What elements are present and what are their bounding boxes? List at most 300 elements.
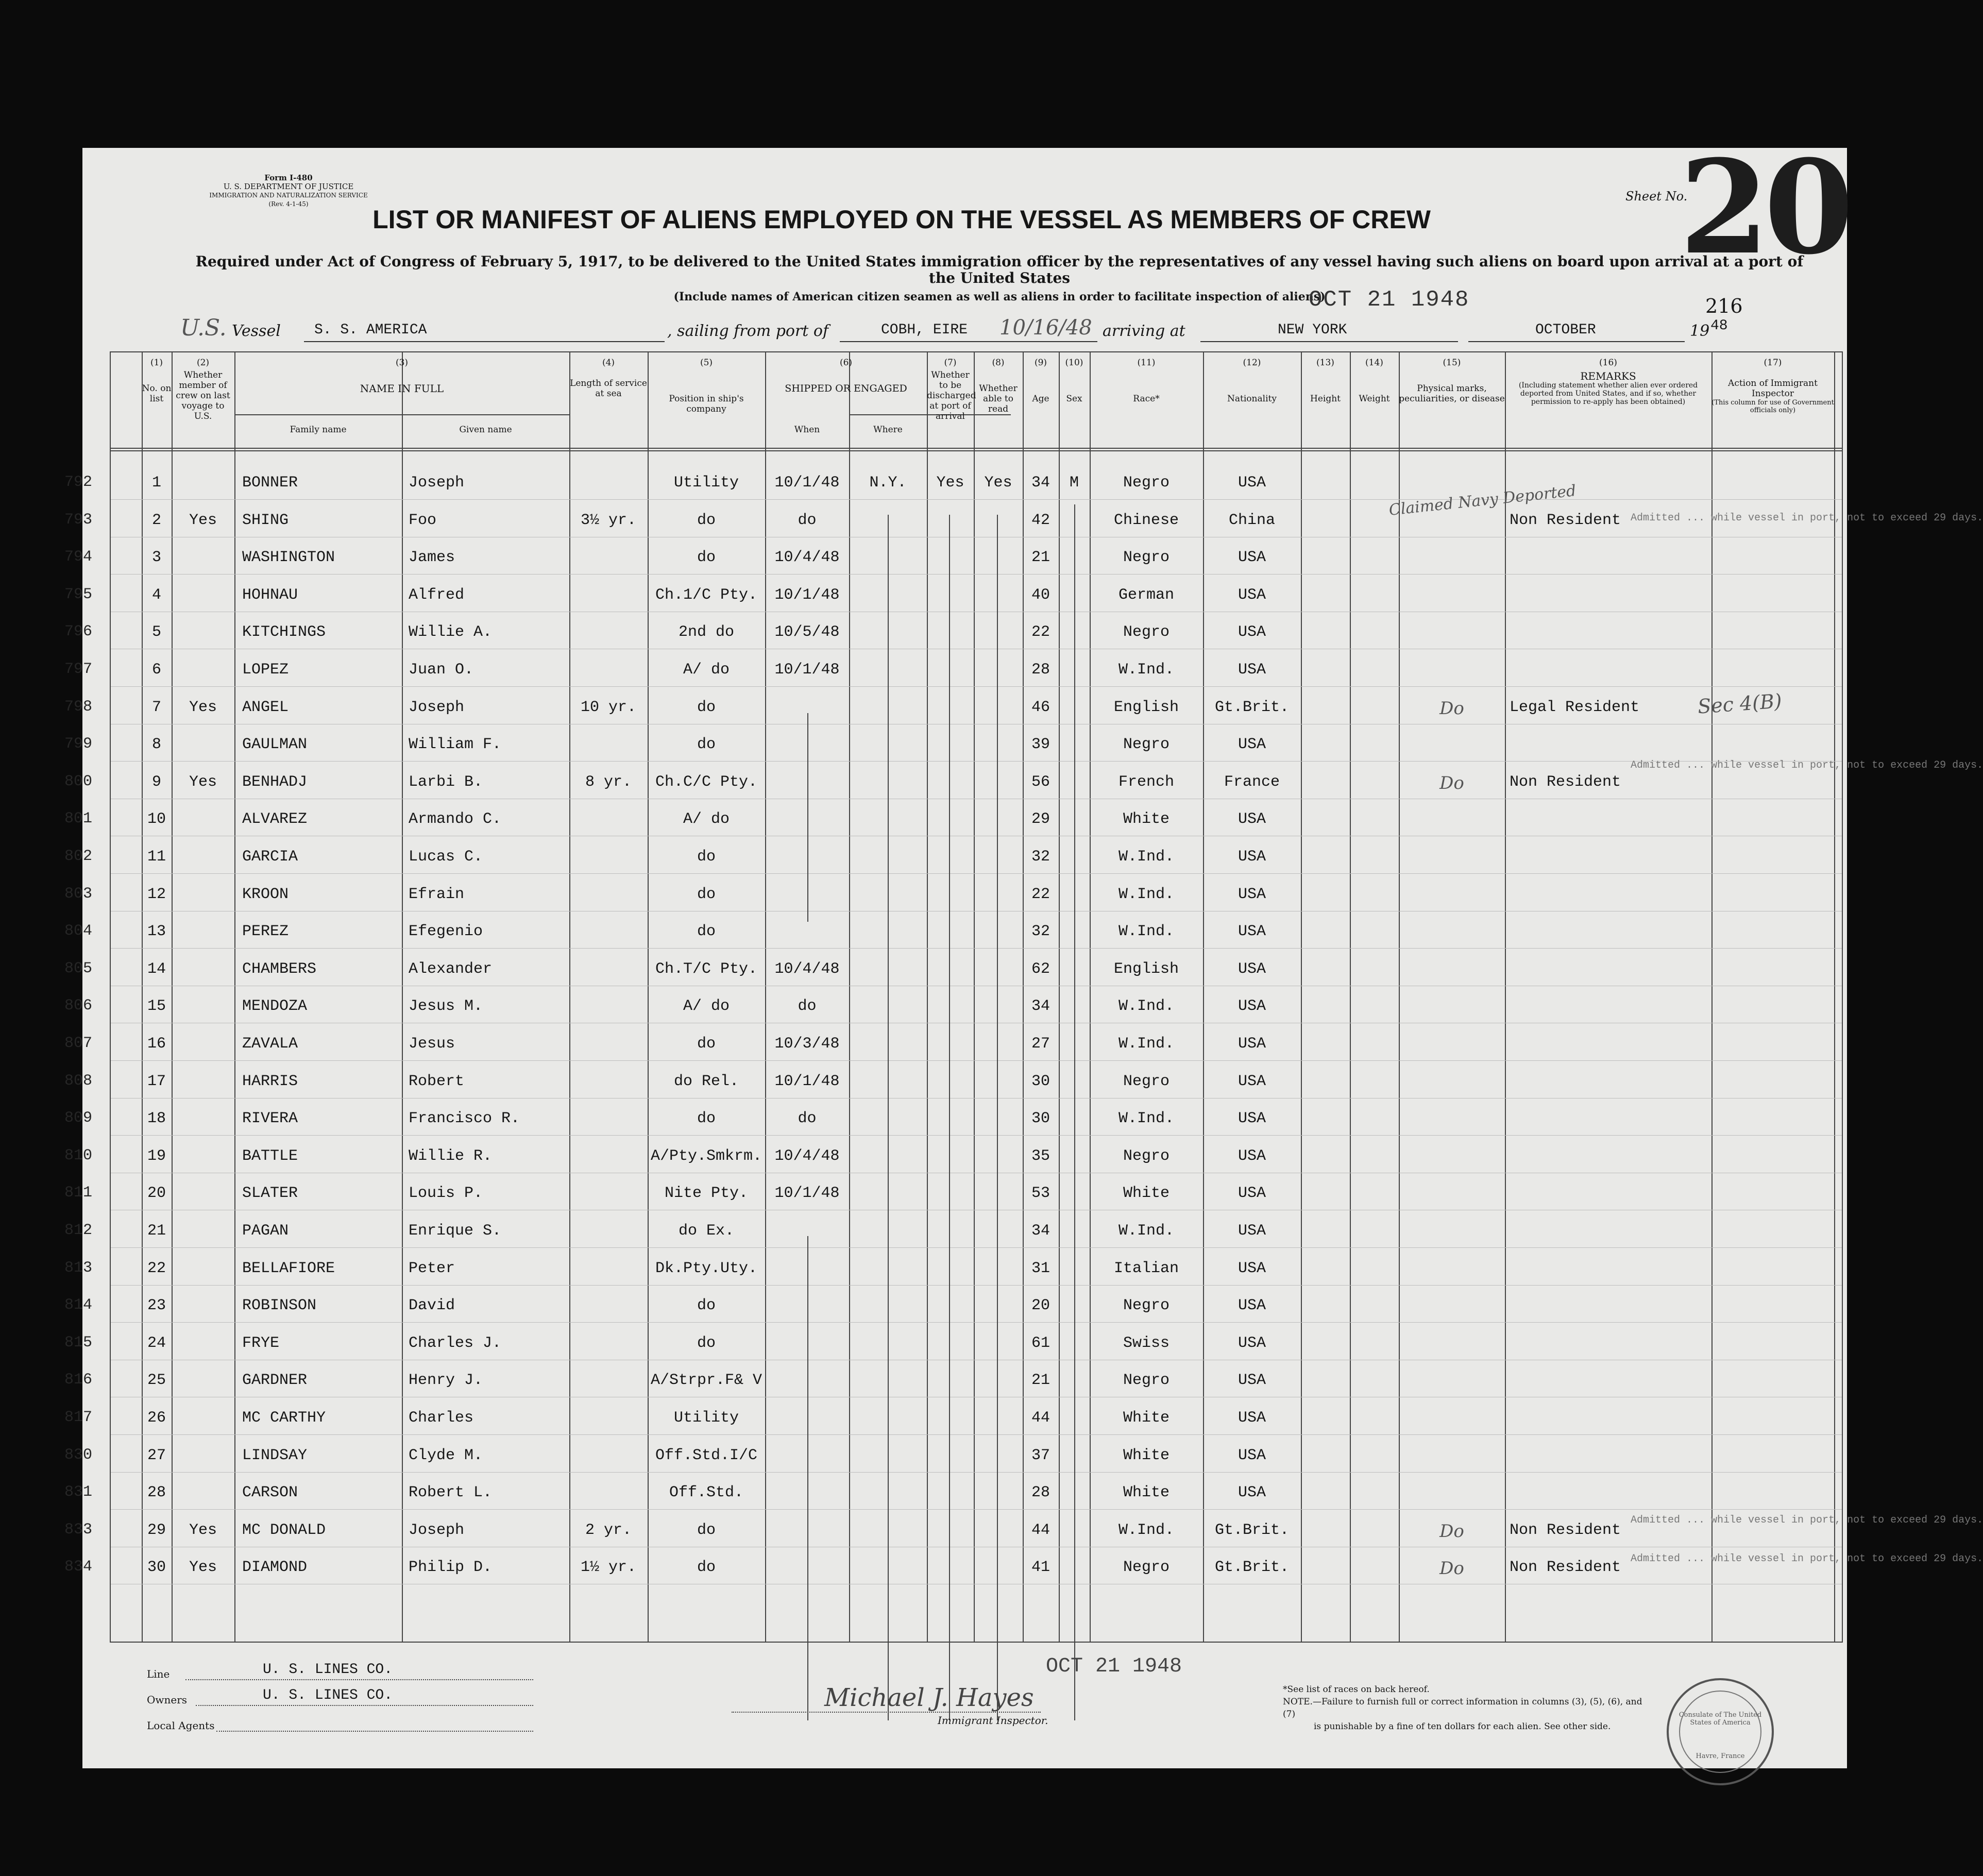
cell-race: White [1123, 1484, 1170, 1502]
cell-race: Negro [1123, 1372, 1170, 1390]
col10-label: Sex [1066, 394, 1082, 404]
cell-row-number: 8 [151, 736, 161, 754]
col2-number: (2) [196, 358, 210, 368]
col4-label: Length of service at sea [570, 378, 647, 399]
column-divider [1505, 352, 1506, 1642]
header-col2 [172, 358, 234, 421]
margin-number: 801 [64, 810, 93, 828]
cell-shipped-when: 10/1/48 [774, 1072, 840, 1090]
cell-family-name: PEREZ [242, 923, 289, 941]
col1-label: No. on list [142, 383, 172, 404]
cell-position: do [697, 698, 716, 716]
cell-shipped-when: 10/1/48 [774, 1185, 840, 1203]
col16-sublabel: (Including statement whether alien ever ordered deported from United States, and if so, whether permission to re-apply has been obtained) [1518, 381, 1698, 406]
cell-nationality: USA [1238, 998, 1266, 1016]
cell-family-name: GARCIA [242, 848, 298, 866]
races-note: *See list of races on back hereof. [1283, 1684, 1430, 1695]
cell-nationality: USA [1238, 810, 1266, 829]
ditto-mark [1074, 504, 1075, 1720]
cell-nationality: USA [1238, 1409, 1266, 1427]
cell-position: do [697, 1521, 716, 1539]
form-identifier [144, 174, 433, 209]
cell-shipped-when: 10/4/48 [774, 549, 840, 567]
seal-inner-ring [1679, 1691, 1761, 1773]
cell-position: do [697, 848, 716, 866]
col8-number: (8) [992, 358, 1005, 368]
penalty-note: NOTE.—Failure to furnish full or correct information in columns (3), (5), (6), and (7) [1283, 1697, 1642, 1719]
cell-family-name: PAGAN [242, 1222, 289, 1240]
cell-remarks: Non Resident [1510, 773, 1621, 791]
cell-nationality: USA [1238, 1072, 1266, 1090]
margin-number: 813 [64, 1259, 93, 1277]
margin-number: 792 [64, 474, 93, 491]
cell-race: W.Ind. [1118, 661, 1175, 679]
cell-age: 21 [1031, 1372, 1050, 1390]
cell-position: Off.Std. [669, 1484, 744, 1502]
cell-age: 29 [1031, 810, 1050, 829]
cell-nationality: USA [1238, 1110, 1266, 1128]
cell-remarks: Legal Resident [1510, 698, 1640, 716]
port-underline [840, 341, 1097, 342]
vessel-line [180, 315, 1747, 344]
cell-shipped-when: do [798, 1110, 817, 1128]
cell-given-name: Juan O. [409, 661, 474, 679]
cell-discharged: Yes [936, 474, 964, 492]
margin-number: 808 [64, 1072, 93, 1090]
document-title: LIST OR MANIFEST OF ALIENS EMPLOYED ON THE VESSEL AS MEMBERS OF CREW [372, 205, 1431, 234]
cell-age: 61 [1031, 1334, 1050, 1352]
column-divider [1059, 352, 1060, 1642]
cell-age: 30 [1031, 1110, 1050, 1128]
cell-shipped-when: 10/1/48 [774, 586, 840, 604]
cell-given-name: Charles [409, 1409, 474, 1427]
cell-remarks: Non Resident [1510, 1521, 1621, 1539]
cell-family-name: BONNER [242, 474, 298, 492]
cell-shipped-when: 10/1/48 [774, 661, 840, 679]
cell-given-name: Efegenio [409, 923, 483, 941]
cell-family-name: LOPEZ [242, 661, 289, 679]
cell-age: 42 [1031, 511, 1050, 529]
cell-given-name: Alfred [409, 586, 465, 604]
cell-position: 2nd do [678, 623, 735, 641]
column-divider [234, 352, 235, 1642]
cell-given-name: Larbi B. [409, 773, 483, 791]
cell-given-name: Willie A. [409, 623, 493, 641]
cell-age: 62 [1031, 960, 1050, 978]
manifest-footer [82, 1652, 1847, 1755]
cell-given-name: Efrain [409, 885, 465, 903]
cell-last-voyage: Yes [189, 698, 217, 716]
row-separator [111, 1247, 1842, 1248]
cell-nationality: USA [1238, 960, 1266, 978]
cell-family-name: RIVERA [242, 1110, 298, 1128]
cell-race: German [1118, 586, 1175, 604]
document-subtitle: Required under Act of Congress of February 5, 1917, to be delivered to the United States immigration officer by the representatives of any vessel having such aliens on board upon arrival at a port of the United States [195, 253, 1804, 286]
header-col16 [1505, 358, 1711, 406]
cell-position: A/Strpr.F& V [650, 1372, 762, 1390]
cell-family-name: ROBINSON [242, 1297, 317, 1315]
col6-label: SHIPPED OR ENGAGED [785, 383, 907, 394]
cell-given-name: Joseph [409, 698, 465, 716]
cell-nationality: USA [1238, 885, 1266, 903]
cell-race: Negro [1123, 1559, 1170, 1577]
col8-label: Whether able to read [979, 383, 1018, 414]
col17-number: (17) [1764, 358, 1782, 368]
col14-number: (14) [1365, 358, 1383, 368]
cell-row-number: 22 [147, 1259, 166, 1277]
form-number: Form I-480 [264, 173, 313, 182]
cell-family-name: KROON [242, 885, 289, 903]
penalty-note-cont: is punishable by a fine of ten dollars for each alien. See other side. [1314, 1721, 1611, 1732]
col9-number: (9) [1034, 358, 1047, 368]
cell-race: Negro [1123, 474, 1170, 492]
col12-number: (12) [1243, 358, 1261, 368]
vessel-prefix-mark: U.S. [180, 315, 227, 341]
cell-nationality: France [1224, 773, 1280, 791]
cell-given-name: David [409, 1297, 455, 1315]
cell-row-number: 19 [147, 1147, 166, 1165]
cell-nationality: USA [1238, 736, 1266, 754]
col13-number: (13) [1316, 358, 1334, 368]
cell-given-name: Jesus M. [409, 998, 483, 1016]
line-value: U. S. LINES CO. [263, 1662, 393, 1678]
owners-label: Owners [147, 1694, 188, 1706]
cell-age: 34 [1031, 474, 1050, 492]
cell-race: Chinese [1113, 511, 1179, 529]
header-col4 [569, 358, 648, 399]
cell-given-name: Henry J. [409, 1372, 483, 1390]
margin-number: 803 [64, 885, 93, 903]
cell-nationality: USA [1238, 1334, 1266, 1352]
when-header: When [794, 425, 820, 435]
cell-family-name: ANGEL [242, 698, 289, 716]
header-col11 [1090, 358, 1203, 404]
seal-text: Consulate of The United States of America [1679, 1711, 1762, 1727]
cell-family-name: CARSON [242, 1484, 298, 1502]
cell-nationality: USA [1238, 661, 1266, 679]
cell-nationality: China [1228, 511, 1275, 529]
margin-number: 809 [64, 1109, 93, 1127]
cell-family-name: ZAVALA [242, 1035, 298, 1053]
cell-age: 56 [1031, 773, 1050, 791]
cell-position: do Rel. [673, 1072, 739, 1090]
cell-age: 27 [1031, 1035, 1050, 1053]
cell-row-number: 18 [147, 1110, 166, 1128]
cell-race: White [1123, 1409, 1170, 1427]
owners-value: U. S. LINES CO. [263, 1687, 393, 1703]
cell-given-name: Philip D. [409, 1559, 493, 1577]
col17-label: Action of Immigrant Inspector [1728, 378, 1818, 399]
col15-number: (15) [1443, 358, 1461, 368]
header-col15 [1399, 358, 1505, 404]
cell-family-name: SLATER [242, 1185, 298, 1203]
cell-age: 41 [1031, 1559, 1050, 1577]
margin-number: 797 [64, 661, 93, 678]
cell-given-name: Jesus [409, 1035, 455, 1053]
header-col1 [142, 358, 172, 404]
header-col3 [234, 358, 569, 394]
cell-service-length: 8 yr. [585, 773, 632, 791]
cell-race: White [1123, 1185, 1170, 1203]
faint-typed-note: Admitted ... while vessel in port, not to exceed 29 days. [1631, 1514, 1983, 1526]
col7-label: Whether to be discharged at port of arrival [927, 370, 976, 421]
cell-race: W.Ind. [1118, 923, 1175, 941]
cell-family-name: CHAMBERS [242, 960, 317, 978]
cell-row-number: 13 [147, 923, 166, 941]
cell-family-name: FRYE [242, 1334, 280, 1352]
cell-shipped-when: 10/4/48 [774, 1147, 840, 1165]
vessel-name: S. S. AMERICA [314, 322, 427, 338]
header-col14 [1350, 358, 1399, 404]
margin-number: 800 [64, 772, 93, 790]
margin-number: 795 [64, 585, 93, 603]
row-separator [111, 1285, 1842, 1286]
cell-position: Utility [673, 474, 739, 492]
cell-row-number: 27 [147, 1446, 166, 1464]
cell-able-to-read: Yes [984, 474, 1012, 492]
column-divider [1711, 352, 1713, 1642]
cell-last-voyage: Yes [189, 773, 217, 791]
cell-service-length: 10 yr. [580, 698, 637, 716]
cell-row-number: 10 [147, 810, 166, 829]
cell-family-name: WASHINGTON [242, 549, 335, 567]
inspector-label: Immigrant Inspector. [938, 1714, 1048, 1727]
column-divider [1350, 352, 1351, 1642]
month-underline [1468, 341, 1685, 342]
family-name-header: Family name [290, 425, 347, 435]
cell-nationality: USA [1238, 586, 1266, 604]
sheet-label: Sheet No. [1625, 189, 1688, 204]
cell-service-length: 2 yr. [585, 1521, 632, 1539]
date-stamp: OCT 21 1948 [1309, 287, 1470, 313]
cell-row-number: 14 [147, 960, 166, 978]
column-divider [1301, 352, 1302, 1642]
cell-given-name: Louis P. [409, 1185, 483, 1203]
cell-age: 31 [1031, 1259, 1050, 1277]
cell-race: W.Ind. [1118, 1110, 1175, 1128]
cell-row-number: 11 [147, 848, 166, 866]
cell-race: W.Ind. [1118, 885, 1175, 903]
cell-nationality: USA [1238, 1446, 1266, 1464]
cell-position: do [697, 1559, 716, 1577]
cell-row-number: 24 [147, 1334, 166, 1352]
col10-number: (10) [1065, 358, 1083, 368]
cell-given-name: Robert L. [409, 1484, 493, 1502]
handwritten-action: Sec 4(B) [1697, 689, 1783, 718]
row-separator [111, 1472, 1842, 1473]
cell-nationality: Gt.Brit. [1214, 1559, 1290, 1577]
col7-number: (7) [944, 358, 957, 368]
cell-position: Utility [673, 1409, 739, 1427]
margin-number: 805 [64, 959, 93, 977]
cell-nationality: USA [1238, 848, 1266, 866]
cell-position: do [697, 885, 716, 903]
cell-nationality: USA [1238, 1259, 1266, 1277]
cell-given-name: James [409, 549, 455, 567]
cell-nationality: USA [1238, 923, 1266, 941]
header-divider [111, 450, 1842, 451]
faint-typed-note: Admitted ... while vessel in port, not to exceed 29 days. [1631, 512, 1983, 524]
cell-position: A/ do [683, 661, 730, 679]
cell-shipped-when: 10/5/48 [774, 623, 840, 641]
cell-shipped-when: 10/3/48 [774, 1035, 840, 1053]
cell-row-number: 26 [147, 1409, 166, 1427]
cell-position: do [697, 1035, 716, 1053]
cell-family-name: GAULMAN [242, 736, 308, 754]
cell-position: do [697, 549, 716, 567]
cell-given-name: Robert [409, 1072, 465, 1090]
cell-nationality: USA [1238, 1372, 1266, 1390]
cell-service-length: 3½ yr. [580, 511, 637, 529]
cell-position: do [697, 1297, 716, 1315]
cell-race: Negro [1123, 736, 1170, 754]
cell-nationality: USA [1238, 1222, 1266, 1240]
margin-number: 816 [64, 1371, 93, 1389]
cell-row-number: 20 [147, 1185, 166, 1203]
cell-row-number: 3 [151, 549, 161, 567]
cell-nationality: USA [1238, 1035, 1266, 1053]
cell-service-length: 1½ yr. [580, 1559, 637, 1577]
cell-given-name: Foo [409, 511, 437, 529]
margin-number: 796 [64, 623, 93, 641]
row-separator [111, 1322, 1842, 1323]
cell-position: A/ do [683, 810, 730, 829]
cell-age: 44 [1031, 1521, 1050, 1539]
owners-underline [196, 1705, 533, 1706]
year-suffix: 48 [1710, 318, 1728, 334]
cell-given-name: Clyde M. [409, 1446, 483, 1464]
cell-given-name: Charles J. [409, 1334, 502, 1352]
cell-race: Swiss [1123, 1334, 1170, 1352]
ditto-mark [888, 515, 889, 1720]
col16-number: (16) [1599, 358, 1617, 368]
margin-number: 793 [64, 511, 93, 529]
cell-age: 20 [1031, 1297, 1050, 1315]
col11-number: (11) [1137, 358, 1156, 368]
cell-family-name: BELLAFIORE [242, 1259, 335, 1277]
cell-age: 34 [1031, 1222, 1050, 1240]
margin-number: 802 [64, 848, 93, 865]
year-prefix: 19 [1690, 322, 1710, 340]
cell-position: do Ex. [678, 1222, 735, 1240]
cell-row-number: 29 [147, 1521, 166, 1539]
cell-race: Negro [1123, 1147, 1170, 1165]
cell-sex: M [1069, 474, 1079, 492]
cell-row-number: 23 [147, 1297, 166, 1315]
vessel-label: Vessel [232, 322, 281, 340]
sailing-port: COBH, EIRE [881, 322, 968, 338]
cell-remarks: Non Resident [1510, 1559, 1621, 1577]
cell-given-name: Enrique S. [409, 1222, 502, 1240]
given-name-header: Given name [459, 425, 512, 435]
col14-label: Weight [1359, 394, 1390, 404]
column-divider [927, 352, 928, 1642]
ditto-mark [807, 1236, 808, 1720]
header-col10 [1059, 358, 1090, 404]
margin-number: 807 [64, 1035, 93, 1052]
header-col17 [1711, 358, 1834, 414]
cell-race: W.Ind. [1118, 848, 1175, 866]
margin-number: 794 [64, 548, 93, 566]
cell-race: English [1113, 960, 1179, 978]
row-separator [111, 948, 1842, 949]
form-revision: (Rev. 4-1-45) [268, 200, 309, 208]
cell-given-name: Alexander [409, 960, 493, 978]
cell-family-name: LINDSAY [242, 1446, 308, 1464]
cell-family-name: MC CARTHY [242, 1409, 326, 1427]
col13-label: Height [1310, 394, 1341, 404]
cell-last-voyage: Yes [189, 1521, 217, 1539]
footer-notes [1283, 1683, 1643, 1733]
cell-position: Dk.Pty.Uty. [655, 1259, 758, 1277]
cell-age: 39 [1031, 736, 1050, 754]
cell-race: W.Ind. [1118, 998, 1175, 1016]
arrival-port: NEW YORK [1278, 322, 1347, 338]
cell-age: 28 [1031, 1484, 1050, 1502]
row-separator [111, 686, 1842, 687]
row-separator [111, 1135, 1842, 1136]
cell-row-number: 30 [147, 1559, 166, 1577]
cell-race: Negro [1123, 1297, 1170, 1315]
name-subheader-line [234, 414, 569, 415]
cell-age: 22 [1031, 623, 1050, 641]
cell-race: White [1123, 1446, 1170, 1464]
cell-position: do [697, 923, 716, 941]
cell-family-name: HOHNAU [242, 586, 298, 604]
cell-age: 37 [1031, 1446, 1050, 1464]
cell-nationality: USA [1238, 623, 1266, 641]
cell-remarks: Non Resident [1510, 511, 1621, 529]
signature-underline [732, 1712, 1041, 1713]
cell-race: Italian [1113, 1259, 1179, 1277]
cell-age: 40 [1031, 586, 1050, 604]
cell-age: 22 [1031, 885, 1050, 903]
ditto-mark [997, 515, 998, 1720]
arrival-month: OCTOBER [1535, 322, 1596, 338]
inspector-signature: Michael J. Hayes [824, 1683, 1034, 1712]
crew-table [64, 351, 1983, 1643]
ditto-mark [807, 713, 808, 922]
where-header: Where [873, 425, 903, 435]
cell-race: White [1123, 810, 1170, 829]
cell-position: A/ do [683, 998, 730, 1016]
cell-nationality: USA [1238, 474, 1266, 492]
margin-number: 806 [64, 997, 93, 1015]
column-divider [974, 352, 975, 1642]
cell-position: do [697, 1334, 716, 1352]
cell-race: W.Ind. [1118, 1521, 1175, 1539]
margin-number: 812 [64, 1222, 93, 1239]
cell-family-name: MENDOZA [242, 998, 308, 1016]
col2-label: Whether member of crew on last voyage to U.S. [176, 370, 230, 421]
cell-age: 34 [1031, 998, 1050, 1016]
cell-given-name: Joseph [409, 1521, 465, 1539]
cell-row-number: 28 [147, 1484, 166, 1502]
col15-label: Physical marks, peculiarities, or disease [1399, 383, 1505, 404]
line-label: Line [147, 1668, 170, 1680]
cell-race: Negro [1123, 1072, 1170, 1090]
cell-race: French [1118, 773, 1175, 791]
margin-number: 799 [64, 735, 93, 753]
cell-family-name: SHING [242, 511, 289, 529]
footer-date-stamp: OCT 21 1948 [1046, 1655, 1182, 1678]
row-separator [111, 1509, 1842, 1510]
row-separator [111, 761, 1842, 762]
ditto-mark [949, 515, 950, 1720]
header-col13 [1301, 358, 1350, 404]
cell-race: English [1113, 698, 1179, 716]
column-divider [849, 352, 850, 1642]
